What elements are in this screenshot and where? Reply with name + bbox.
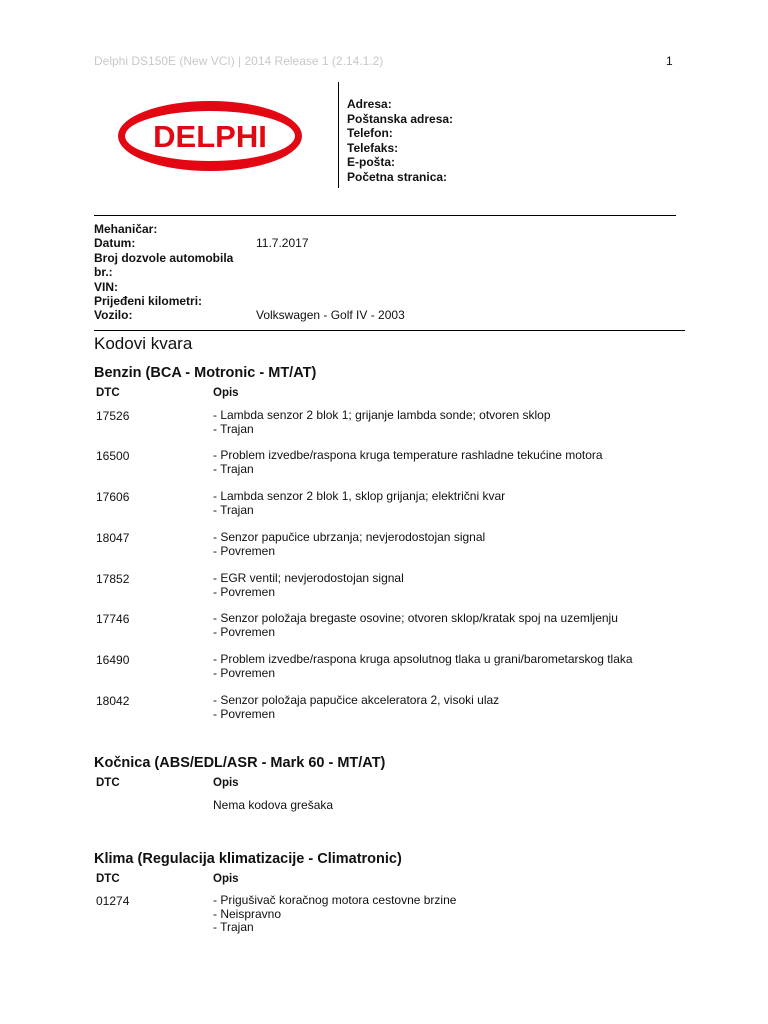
header-vertical-divider (338, 82, 339, 188)
page-heading: Kodovi kvara (94, 334, 193, 353)
dtc-code: 17606 (96, 490, 130, 504)
desc-line: - Prigušivač koračnog motora cestovne brzine (213, 893, 457, 907)
dtc-code: 18047 (96, 531, 130, 545)
desc-line: - EGR ventil; nevjerodostojan signal (213, 571, 404, 585)
mechanic-row (94, 222, 674, 236)
contact-block (347, 97, 453, 185)
date-row (94, 236, 674, 250)
page-number: 1 (666, 54, 673, 68)
vin-row (94, 280, 674, 294)
section-title-climate: Klima (Regulacija klimatizacije - Climatronic) (94, 851, 402, 867)
email-label: E-pošta: (347, 155, 395, 170)
vehicle-row (94, 308, 674, 322)
col-header-desc: Opis (213, 873, 239, 885)
divider-top (94, 215, 676, 216)
dtc-description (213, 612, 618, 639)
license-row (94, 251, 674, 265)
col-header-desc: Opis (213, 387, 239, 399)
license-label: Broj dozvole automobila (94, 250, 234, 265)
dtc-code: 17852 (96, 572, 130, 586)
dtc-code: 18042 (96, 694, 130, 708)
desc-line: - Senzor položaja bregaste osovine; otvoren sklop/kratak spoj na uzemljenju (213, 611, 618, 625)
dtc-code: 17746 (96, 612, 130, 626)
license-label-2: br.: (94, 265, 113, 280)
desc-status: - Trajan (213, 502, 254, 517)
desc-status: - Trajan (213, 461, 254, 476)
date-value: 11.7.2017 (256, 236, 309, 251)
desc-status: - Povremen (213, 706, 276, 721)
dtc-description (213, 894, 456, 935)
section-title-engine: Benzin (BCA - Motronic - MT/AT) (94, 365, 317, 381)
homepage-label: Početna stranica: (347, 169, 448, 184)
desc-line: - Problem izvedbe/raspona kruga temperature rashladne tekućine motora (213, 448, 603, 462)
desc-status: - Povremen (213, 543, 276, 558)
col-header-dtc: DTC (96, 387, 120, 399)
section-title-brakes: Kočnica (ABS/EDL/ASR - Mark 60 - MT/AT) (94, 755, 386, 771)
date-label: Datum: (94, 236, 136, 251)
dtc-code: 16490 (96, 653, 130, 667)
dtc-code: 16500 (96, 449, 130, 463)
col-header-dtc: DTC (96, 873, 120, 885)
vin-label: VIN: (94, 279, 118, 294)
mechanic-label: Mehaničar: (94, 222, 158, 236)
col-header-desc: Opis (213, 777, 239, 789)
km-label: Prijeđeni kilometri: (94, 294, 203, 309)
km-row (94, 294, 674, 308)
desc-line: - Lambda senzor 2 blok 1; grijanje lambda sonde; otvoren sklop (213, 408, 551, 422)
divider-bottom (94, 330, 685, 331)
desc-status: - Povremen (213, 665, 276, 680)
desc-status: - Trajan (213, 920, 254, 935)
dtc-code: 01274 (96, 894, 130, 908)
dtc-description (213, 653, 633, 680)
phone-label: Telefon: (347, 126, 393, 141)
dtc-description (213, 531, 485, 558)
vehicle-info-block (94, 222, 674, 323)
desc-status: - Neispravno (213, 906, 282, 921)
desc-line: - Senzor papučice ubrzanja; nevjerodostojan signal (213, 530, 486, 544)
address-label: Adresa: (347, 97, 392, 111)
desc-line: - Senzor položaja papučice akceleratora 2, visoki ulaz (213, 693, 500, 707)
dtc-description (213, 409, 551, 436)
delphi-logo (116, 99, 304, 173)
desc-line: - Lambda senzor 2 blok 1, sklop grijanja; električni kvar (213, 489, 506, 503)
desc-status: - Povremen (213, 624, 276, 639)
vehicle-value: Volkswagen - Golf IV - 2003 (256, 308, 405, 323)
postal-address-label: Poštanska adresa: (347, 111, 454, 126)
license-row-2 (94, 265, 674, 279)
col-header-dtc: DTC (96, 777, 120, 789)
desc-status: - Povremen (213, 584, 276, 599)
vehicle-label: Vozilo: (94, 308, 133, 323)
dtc-description (213, 449, 603, 476)
dtc-description (213, 572, 404, 599)
dtc-description (213, 490, 505, 517)
document-header: Delphi DS150E (New VCI) | 2014 Release 1 (2.14.1.2) (94, 54, 384, 68)
fax-label: Telefaks: (347, 140, 399, 155)
desc-line: - Problem izvedbe/raspona kruga apsolutnog tlaka u grani/barometarskog tlaka (213, 652, 633, 666)
desc-status: - Trajan (213, 421, 254, 436)
dtc-code: 17526 (96, 409, 130, 423)
dtc-description (213, 694, 499, 721)
logo-text: DELPHI (153, 119, 267, 154)
no-codes-text: Nema kodova grešaka (213, 798, 334, 812)
